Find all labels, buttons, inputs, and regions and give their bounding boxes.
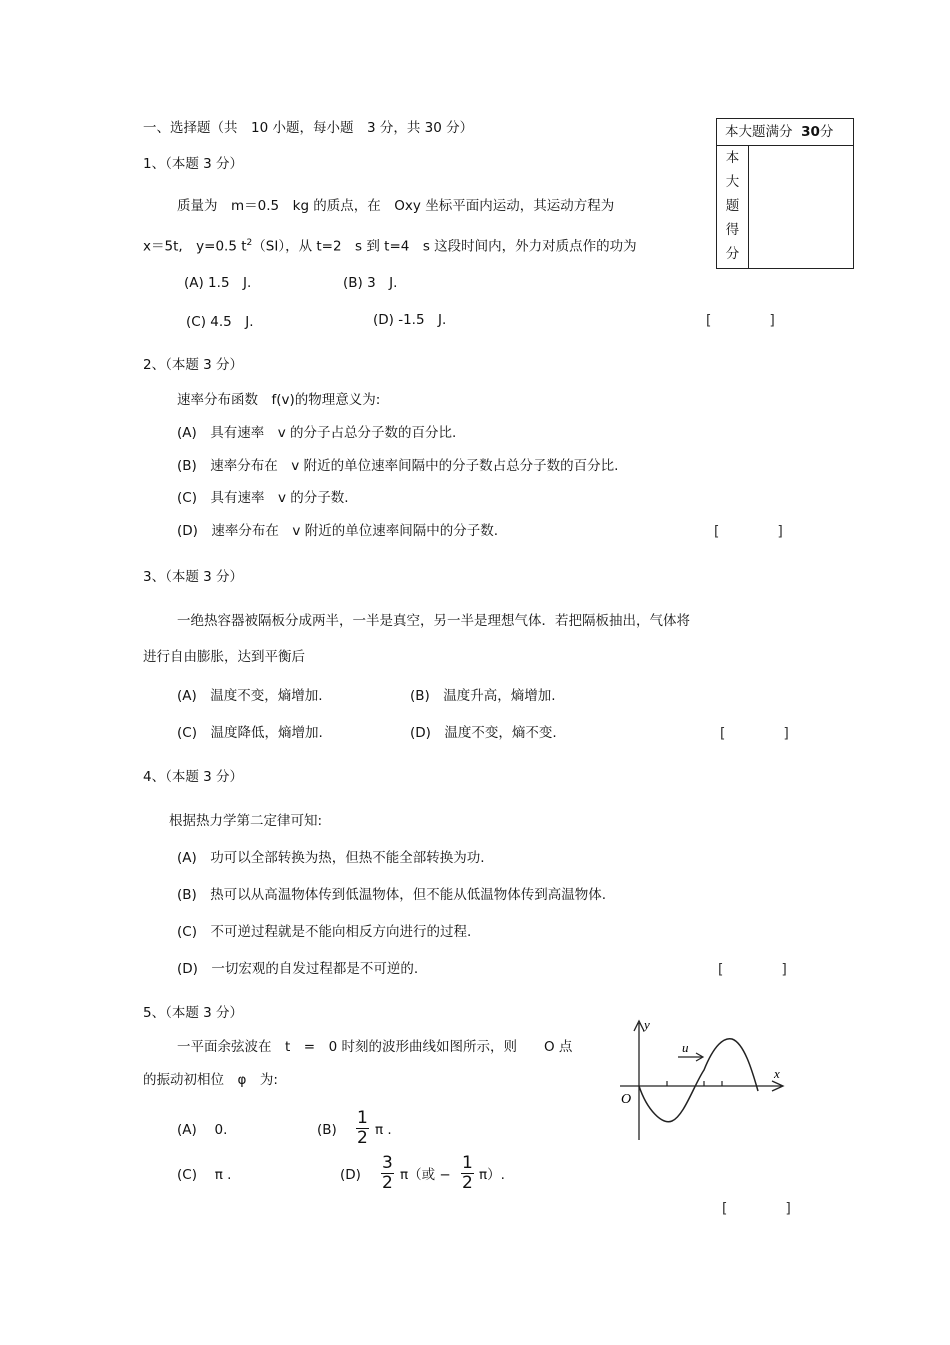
q3-stem-line1: 一绝热容器被隔板分成两半，一半是真空，另一半是理想气体．若把隔板抽出，气体将 bbox=[177, 613, 690, 629]
section-title: 一、选择题（共 10 小题，每小题 3 分，共 30 分） bbox=[143, 120, 474, 136]
q3-option-d[interactable]: (D) 温度不变，熵不变. bbox=[410, 725, 557, 741]
wave-curve bbox=[639, 1039, 758, 1122]
score-box-unit: 分 bbox=[819, 124, 834, 140]
q2-option-d[interactable]: (D) 速率分布在 v 附近的单位速率间隔中的分子数. bbox=[177, 523, 499, 539]
q2-stem: 速率分布函数 f(v)的物理意义为: bbox=[177, 392, 381, 408]
score-side-char: 题 bbox=[725, 198, 740, 214]
q2-header: 2、（本题 3 分） bbox=[143, 357, 244, 373]
q3-option-c[interactable]: (C) 温度降低，熵增加. bbox=[177, 725, 323, 741]
score-box-side-label bbox=[717, 146, 749, 268]
q4-stem: 根据热力学第二定律可知: bbox=[169, 813, 323, 829]
q5-option-d-label: (D) bbox=[340, 1167, 361, 1183]
q5-option-d-fraction: $\frac{3}{2}$ bbox=[382, 1153, 393, 1193]
q5-answer-bracket[interactable]: [ ] bbox=[720, 1201, 793, 1217]
q3-header: 3、（本题 3 分） bbox=[143, 569, 244, 585]
origin-label: O bbox=[621, 1092, 632, 1107]
q5-header: 5、（本题 3 分） bbox=[143, 1005, 244, 1021]
wave-figure bbox=[612, 1015, 797, 1143]
q1-stem-line1: 质量为 m＝0.5 kg 的质点，在 Oxy 坐标平面内运动，其运动方程为 bbox=[177, 198, 615, 214]
q4-option-a[interactable]: (A) 功可以全部转换为热，但热不能全部转换为功. bbox=[177, 850, 485, 866]
q5-option-b-fraction: $\frac{1}{2}$ bbox=[357, 1108, 368, 1148]
q4-option-c[interactable]: (C) 不可逆过程就是不能向相反方向进行的过程. bbox=[177, 924, 472, 940]
q3-option-a[interactable]: (A) 温度不变，熵增加. bbox=[177, 688, 323, 704]
q4-header: 4、（本题 3 分） bbox=[143, 769, 244, 785]
q1-option-d[interactable]: (D) -1.5 J. bbox=[373, 312, 447, 328]
q1-answer-bracket[interactable]: [ ] bbox=[704, 313, 777, 329]
q5-option-d-fraction2: $\frac{1}{2}$ bbox=[462, 1153, 473, 1193]
q5-stem-line1: 一平面余弦波在 t = 0 时刻的波形曲线如图所示，则 O 点 bbox=[177, 1039, 573, 1055]
q3-option-b[interactable]: (B) 温度升高，熵增加. bbox=[410, 688, 556, 704]
q5-option-b-pi: π . bbox=[375, 1122, 392, 1138]
y-axis-label: y bbox=[644, 1017, 650, 1032]
q4-answer-bracket[interactable]: [ ] bbox=[716, 962, 789, 978]
velocity-label: u bbox=[682, 1040, 689, 1055]
q4-option-d[interactable]: (D) 一切宏观的自发过程都是不可逆的. bbox=[177, 961, 419, 977]
score-input-area[interactable] bbox=[749, 146, 853, 268]
q3-answer-bracket[interactable]: [ ] bbox=[718, 726, 791, 742]
q1-option-b[interactable]: (B) 3 J. bbox=[343, 275, 398, 291]
q2-option-b[interactable]: (B) 速率分布在 v 附近的单位速率间隔中的分子数占总分子数的百分比. bbox=[177, 458, 619, 474]
q2-answer-bracket[interactable]: [ ] bbox=[712, 524, 785, 540]
score-side-char: 大 bbox=[725, 174, 740, 190]
score-box bbox=[716, 118, 854, 269]
q2-option-c[interactable]: (C) 具有速率 v 的分子数. bbox=[177, 490, 349, 506]
q2-option-a[interactable]: (A) 具有速率 v 的分子占总分子数的百分比. bbox=[177, 425, 457, 441]
score-box-label: 本大题满分 bbox=[725, 124, 793, 140]
q3-stem-line2: 进行自由膨胀，达到平衡后 bbox=[143, 649, 305, 665]
q1-option-c[interactable]: (C) 4.5 J. bbox=[186, 314, 254, 330]
q5-option-d-tail: π）. bbox=[479, 1167, 505, 1183]
q5-option-d-mid: π（或 − bbox=[400, 1167, 451, 1183]
score-side-char: 分 bbox=[725, 246, 740, 262]
score-box-header bbox=[717, 119, 853, 146]
q1-stem-line2: x＝5t, y=0.5 $t^2(SI)$，从 t=2 s 到 t=4 s 这段时间内，外力对质点作的功为 bbox=[143, 238, 637, 255]
q4-option-b[interactable]: (B) 热可以从高温物体传到低温物体，但不能从低温物体传到高温物体. bbox=[177, 887, 607, 903]
q5-option-c[interactable]: (C) π . bbox=[177, 1167, 232, 1183]
q5-option-b-label: (B) bbox=[317, 1122, 337, 1138]
x-axis-label: x bbox=[774, 1066, 780, 1081]
q5-stem-line2: 的振动初相位 φ 为: bbox=[143, 1072, 278, 1088]
score-box-value: 30 bbox=[801, 124, 820, 140]
score-side-char: 得 bbox=[725, 222, 740, 238]
q1-option-a[interactable]: (A) 1.5 J. bbox=[184, 275, 252, 291]
score-side-char: 本 bbox=[725, 150, 740, 166]
q1-header: 1、（本题 3 分） bbox=[143, 156, 244, 172]
q5-option-a[interactable]: (A) 0. bbox=[177, 1122, 228, 1138]
